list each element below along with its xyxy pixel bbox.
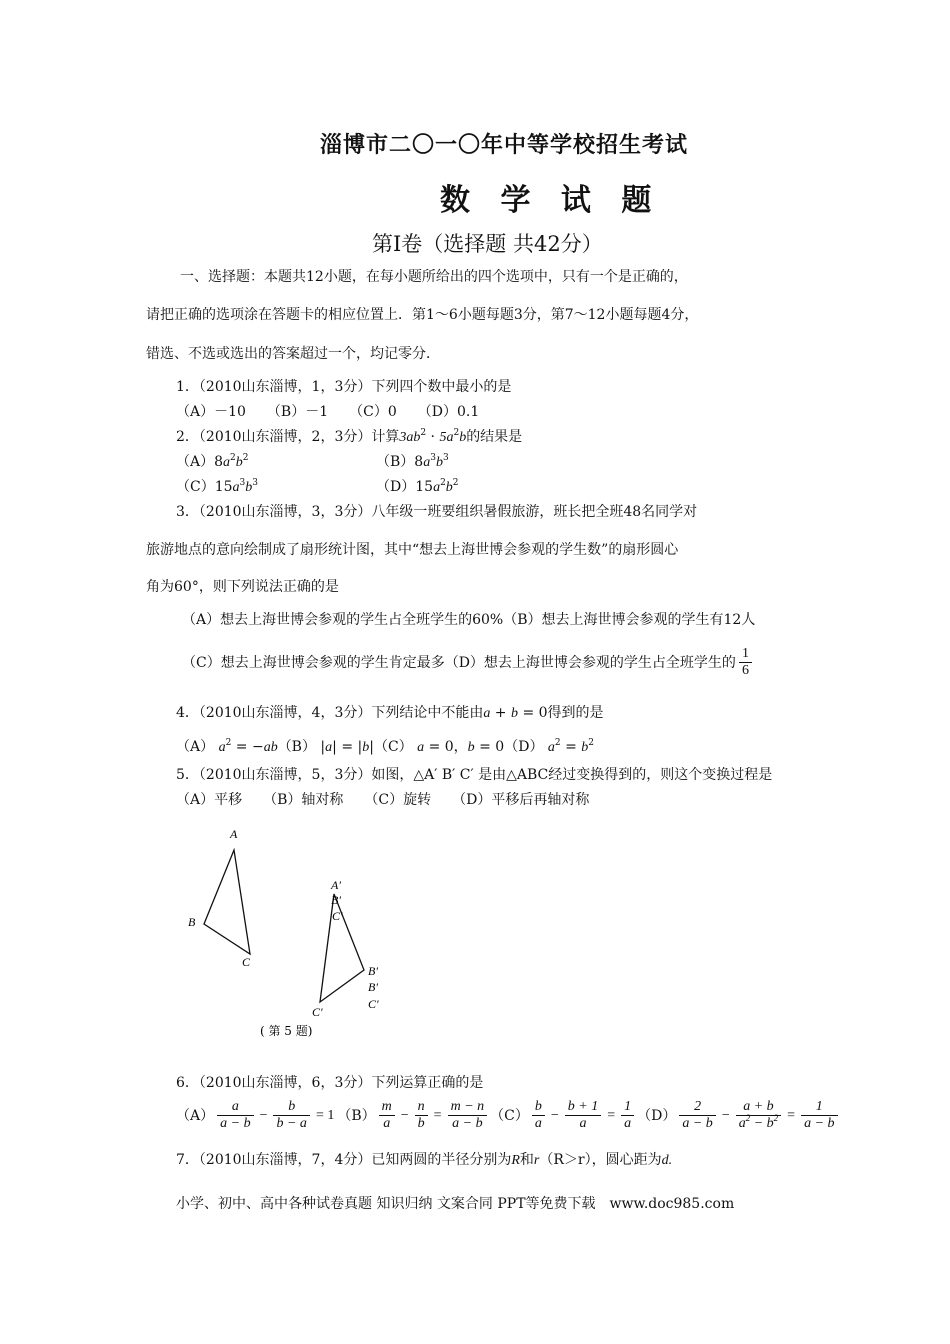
q4-condition: a + b = 0	[483, 705, 548, 721]
q6-c-frac-1: $\frac{b}{a}$	[532, 1099, 545, 1132]
instructions-line-1: 一、选择题：本题共12小题，在每小题所给出的四个选项中，只有一个是正确的，	[180, 269, 688, 285]
label-a-prime: A′	[331, 878, 341, 892]
q4-option-d-label: （D）	[504, 739, 544, 755]
q6-option-b-label: （B）	[337, 1107, 376, 1124]
q2-option-b-label: （B）	[376, 454, 415, 470]
q7-condition: （R＞r）	[539, 1152, 592, 1168]
label-c-prime-right: C′	[368, 997, 379, 1011]
label-b-prime-1: B′	[368, 964, 378, 978]
q7-stem	[176, 1151, 672, 1170]
q4-option-b-label: （B）	[277, 739, 316, 755]
q2-expression: $3ab^2 \cdot 5a^2b$	[399, 428, 467, 445]
q6-d-frac-3: $\frac{1}{a - b}$	[801, 1099, 837, 1132]
q5-options: （A）平移 （B）轴对称 （C）旋转 （D）平移后再轴对称	[176, 792, 590, 808]
q2-stem-suffix: 的结果是	[466, 429, 523, 445]
instructions-line-2: 请把正确的选项涂在答题卡的相应位置上．第1～6小题每题3分，第7～12小题每题4分，	[146, 307, 699, 323]
q3-fraction	[739, 646, 752, 679]
q3-line-1: 3．（2010山东淄博，3，3分）八年级一班要组织暑假旅游，班长把全班48名同学对	[176, 504, 698, 520]
q3-fraction-den: 6	[741, 663, 749, 678]
label-a: A	[230, 827, 238, 841]
q6-d-frac-2: $\frac{a + b}{a^2 - b^2}$	[736, 1099, 781, 1132]
q2-option-b-expr: $8a^3b^3$	[414, 453, 449, 470]
q7-r-big: R	[511, 1153, 520, 1168]
exam-title: 淄博市二〇一〇年中等学校招生考试	[320, 133, 689, 158]
q6-option-a-label: （A）	[176, 1107, 215, 1124]
q5-figure	[170, 820, 400, 1045]
q2-stem-prefix: 2．（2010山东淄博，2，3分）计算	[176, 429, 400, 445]
label-b-prime-2: B′	[368, 980, 378, 994]
q2-option-d-expr: $15a^2b^2$	[415, 478, 459, 495]
triangle-abc	[204, 850, 250, 954]
q2-option-d-label: （D）	[376, 479, 416, 495]
q4-options	[176, 738, 594, 757]
q2-option-c-label: （C）	[176, 479, 215, 495]
q4-option-c-expr: a = 0，b = 0	[417, 739, 505, 755]
q2-option-d	[376, 478, 459, 497]
q4-option-d-expr: $a^2 = b^2$	[547, 738, 595, 755]
q7-and: 和	[519, 1152, 534, 1168]
q4-stem-prefix: 4．（2010山东淄博，4，3分）下列结论中不能由	[176, 705, 484, 721]
q4-option-a-label: （A）	[176, 739, 215, 755]
footer-text: 小学、初中、高中各种试卷真题 知识归纳 文案合同 PPT等免费下载 www.doc985.com	[176, 1196, 735, 1212]
q1-stem: 1．（2010山东淄博，1，3分）下列四个数中最小的是	[176, 379, 512, 395]
q2-option-b	[376, 453, 449, 472]
q2-option-c	[176, 478, 258, 497]
q7-stem-prefix: 7．（2010山东淄博，7，4分）已知两圆的半径分别为	[176, 1152, 512, 1168]
q6-b-frac-2: $\frac{n}{b}$	[415, 1099, 428, 1132]
figure-caption: ( 第 5 题)	[260, 1024, 313, 1038]
q7-stem-suffix: ，圆心距为	[591, 1152, 662, 1168]
q3-line-2: 旅游地点的意向绘制成了扇形统计图，其中“想去上海世博会参观的学生数”的扇形圆心	[146, 542, 679, 558]
q3-options-cd	[182, 646, 755, 679]
q2-stem	[176, 428, 522, 447]
label-c-prime-bottom: C′	[312, 1005, 323, 1019]
instructions-line-3: 错选、不选或选出的答案超过一个，均记零分．	[146, 346, 440, 362]
q1-options: （A）－10 （B）－1 （C）0 （D）0.1	[176, 404, 480, 420]
q3-options-ab: （A）想去上海世博会参观的学生占全班学生的60%（B）想去上海世博会参观的学生有12人	[182, 612, 756, 628]
label-c: C	[242, 955, 251, 969]
q6-option-d-label: （D）	[637, 1107, 677, 1124]
q6-d-frac-1: $\frac{2}{a - b}$	[679, 1099, 715, 1132]
q6-c-frac-3: $\frac{1}{a}$	[621, 1099, 634, 1132]
label-b-prime-top: B′	[331, 893, 341, 907]
label-c-prime-top: C′	[332, 909, 343, 923]
q2-option-a	[176, 453, 249, 472]
q6-b-frac-3: $\frac{m - n}{a - b}$	[448, 1099, 488, 1132]
label-b: B	[188, 915, 196, 929]
q7-d: d.	[661, 1153, 673, 1168]
q4-stem	[176, 704, 604, 723]
q5-stem: 5．（2010山东淄博，5，3分）如图，△A′ B′ C′ 是由△ABC经过变换得到的，则这个变换过程是	[176, 767, 773, 783]
q2-option-a-label: （A）	[176, 454, 215, 470]
q4-stem-suffix: 得到的是	[547, 705, 604, 721]
q7-r-small: r	[533, 1153, 540, 1168]
q4-option-b-expr: |a| = |b|	[315, 739, 374, 755]
q6-a-frac-1: $\frac{a}{a - b}$	[217, 1099, 253, 1132]
q3-options-cd-text: （C）想去上海世博会参观的学生肯定最多（D）想去上海世博会参观的学生占全班学生的	[182, 654, 736, 671]
q6-stem: 6．（2010山东淄博，6，3分）下列运算正确的是	[176, 1075, 484, 1091]
q2-option-c-expr: $15a^3b^3$	[214, 478, 259, 495]
q4-option-c-label: （C）	[373, 739, 413, 755]
q6-option-c-label: （C）	[490, 1107, 529, 1124]
q6-a-frac-2: $\frac{b}{b - a}$	[273, 1099, 309, 1132]
q4-option-a-expr: $a^2 = -ab$	[218, 738, 278, 755]
q3-fraction-num: 1	[739, 646, 752, 663]
subject-title: 数 学 试 题	[440, 183, 662, 218]
q6-c-frac-2: $\frac{b + 1}{a}$	[565, 1099, 601, 1132]
q2-option-a-expr: $8a^2b^2$	[214, 453, 249, 470]
section-title: 第Ⅰ卷（选择题 共42分）	[372, 232, 603, 256]
q6-b-frac-1: $\frac{m}{a}$	[379, 1099, 395, 1132]
q3-line-3: 角为60°，则下列说法正确的是	[146, 579, 339, 595]
q6-options: （A） $\frac{a}{a - b}$ − $\frac{b}{b - a}$ = 1 （B） $\frac{m}{a}$ − $\frac{n}{b}$ = $\frac{m - n}{a - b}$ （C） $\frac{b}{a}$ − $\frac{b + 1}{a}$ = $\frac{1}{a}$ （D） $\frac{2}{a - b}$ − $\frac{a + b}{a^2 - b^2}$ = $\frac{1}{a - b}$	[176, 1099, 841, 1132]
